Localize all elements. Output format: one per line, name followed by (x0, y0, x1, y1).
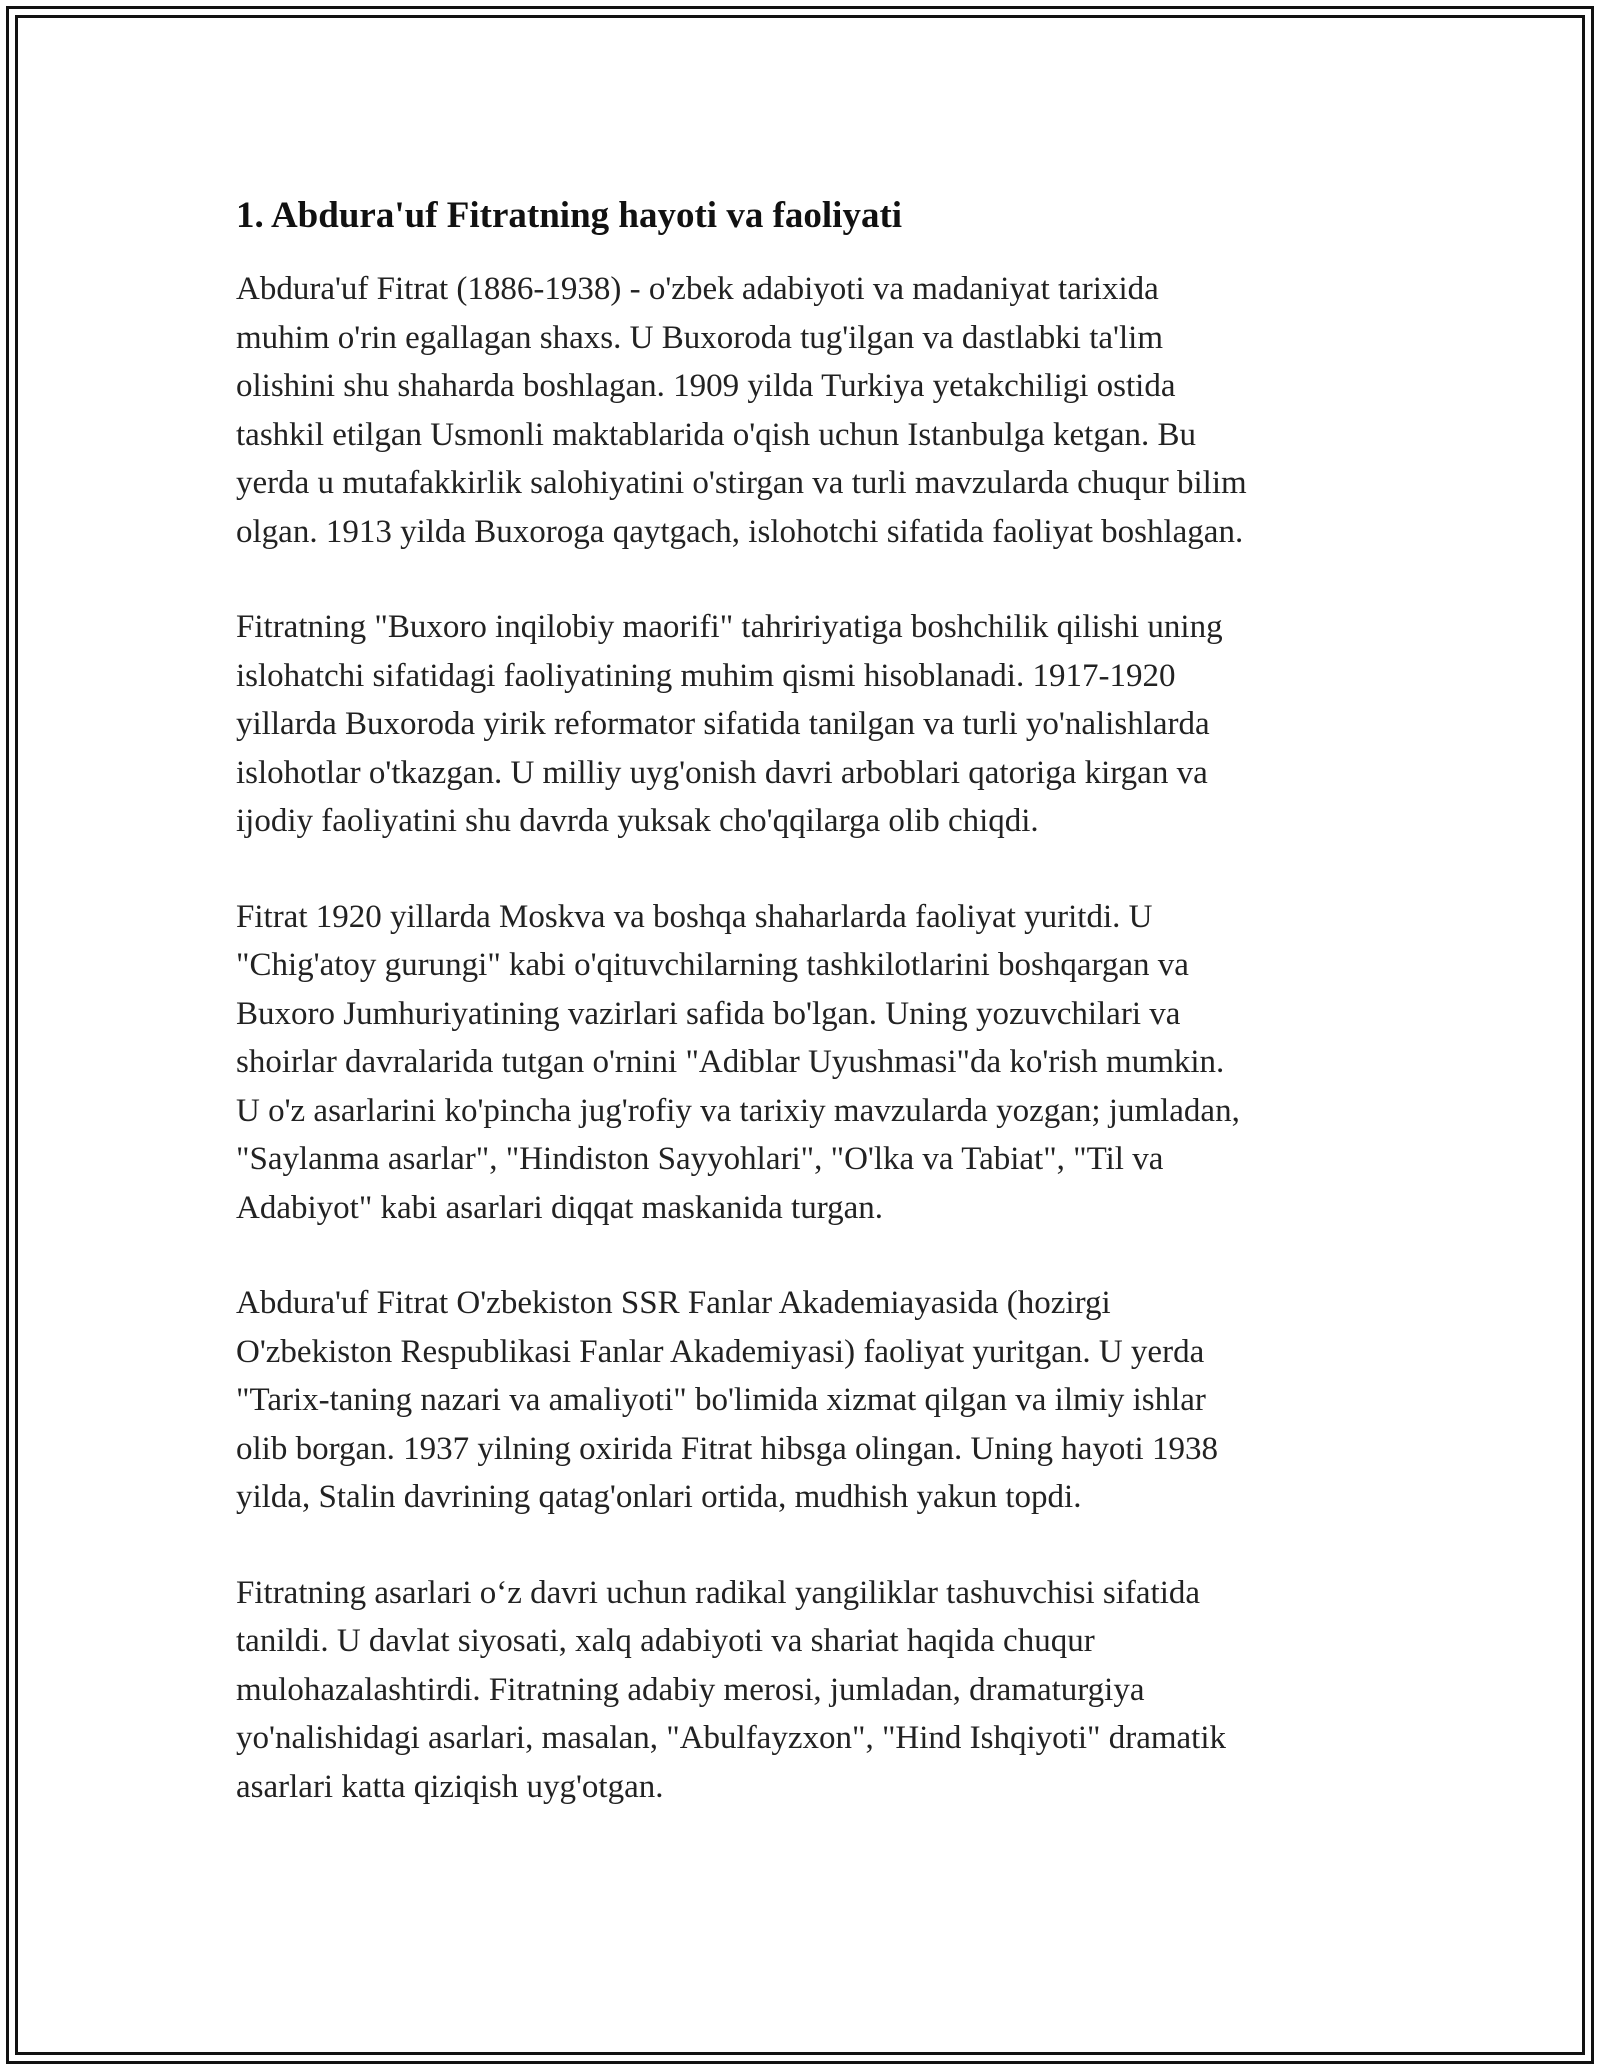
text-line: asarlari katta qiziqish uyg'otgan. (236, 1768, 664, 1805)
text-line: yo'nalishidagi asarlari, masalan, "Abulfayzxon", "Hind Ishqiyoti" dramatik (236, 1720, 1227, 1756)
text-line: Fitratning "Buxoro inqilobiy maorifi" tahririyatiga boshchilik qilishi uning (236, 609, 1223, 645)
text-line: mulohazalashtirdi. Fitratning adabiy merosi, jumladan, dramaturgiya (236, 1671, 1145, 1708)
text-line: Buxoro Jumhuriyatining vazirlari safida bo'lgan. Uning yozuvchilari va (236, 995, 1181, 1032)
text-line: yerda u mutafakkirlik salohiyatini o'stirgan va turli mavzularda chuqur bilim (236, 465, 1247, 501)
text-line: muhim o'rin egallagan shaxs. U Buxoroda tug'ilgan va dastlabki ta'lim (236, 319, 1163, 356)
text-line: U o'z asarlarini ko'pincha jug'rofiy va tarixiy mavzularda yozgan; jumladan, (236, 1092, 1240, 1129)
paragraph-academy-and-repression (236, 1279, 1366, 1522)
text-line: ijodiy faoliyatini shu davrda yuksak cho'qqilarga olib chiqdi. (236, 803, 1039, 839)
text-line: Fitrat 1920 yillarda Moskva va boshqa shaharlarda faoliyat yuritdi. U (236, 898, 1153, 935)
text-line: Abdura'uf Fitrat O'zbekiston SSR Fanlar Akademiayasida (hozirgi (236, 1285, 1111, 1321)
text-line: "Saylanma asarlar", "Hindiston Sayyohlari", "O'lka va Tabiat", "Til va (236, 1141, 1164, 1177)
text-line: yillarda Buxoroda yirik reformator sifatida tanilgan va turli yo'nalishlarda (236, 706, 1210, 742)
paragraph-reform-activity (236, 603, 1366, 846)
paragraph-literary-activity (236, 893, 1366, 1233)
document-body (236, 188, 1366, 1858)
text-line: yilda, Stalin davrining qatag'onlari ortida, mudhish yakun topdi. (236, 1479, 1082, 1515)
text-line: Abdura'uf Fitrat (1886-1938) - o'zbek adabiyoti va madaniyat tarixida (236, 271, 1159, 307)
text-line: Adabiyot" kabi asarlari diqqat maskanida turgan. (236, 1189, 884, 1226)
section-title: 1. Abdura'uf Fitratning hayoti va faoliyati (236, 195, 903, 236)
text-line: tashkil etilgan Usmonli maktablarida o'qish uchun Istanbulga ketgan. Bu (236, 416, 1197, 453)
paragraph-biography-early-life (236, 265, 1366, 556)
text-line: "Chig'atoy gurungi" kabi o'qituvchilarning tashkilotlarini boshqargan va (236, 947, 1189, 983)
text-line: islohotlar o'tkazgan. U milliy uyg'onish davri arboblari qatoriga kirgan va (236, 754, 1208, 791)
text-line: olib borgan. 1937 yilning oxirida Fitrat hibsga olingan. Uning hayoti 1938 (236, 1430, 1218, 1467)
text-line: O'zbekiston Respublikasi Fanlar Akademiyasi) faoliyat yuritgan. U yerda (236, 1333, 1205, 1370)
text-line: islohatchi sifatidagi faoliyatining muhim qismi hisoblanadi. 1917-1920 (236, 657, 1176, 694)
text-line: olgan. 1913 yilda Buxoroga qaytgach, islohotchi sifatida faoliyat boshlagan. (236, 513, 1244, 550)
text-line: "Tarix-taning nazari va amaliyoti" bo'limida xizmat qilgan va ilmiy ishlar (236, 1382, 1206, 1418)
text-line: olishini shu shaharda boshlagan. 1909 yilda Turkiya yetakchiligi ostida (236, 368, 1176, 404)
text-line: shoirlar davralarida tutgan o'rnini "Adiblar Uyushmasi"da ko'rish mumkin. (236, 1044, 1225, 1080)
text-line: tanildi. U davlat siyosati, xalq adabiyoti va shariat haqida chuqur (236, 1623, 1095, 1659)
text-line: Fitratning asarlari o‘z davri uchun radikal yangiliklar tashuvchisi sifatida (236, 1574, 1201, 1611)
paragraph-legacy (236, 1569, 1366, 1812)
